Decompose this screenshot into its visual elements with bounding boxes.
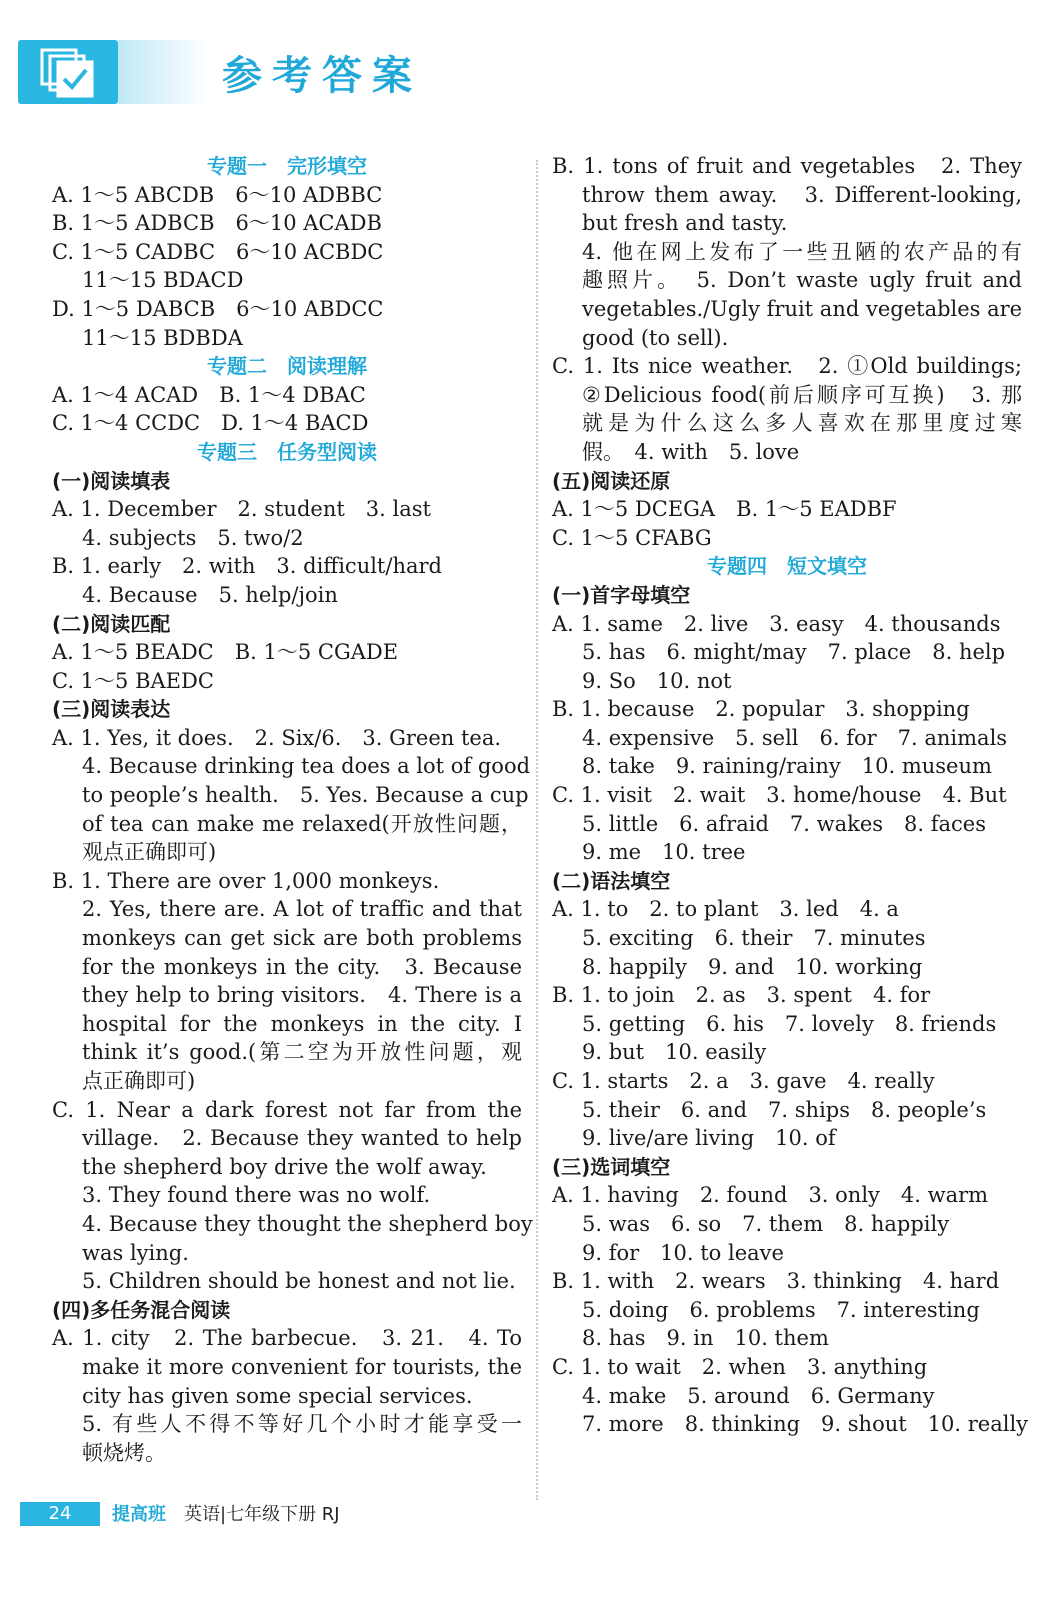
answer-line: 9. me 10. tree [582,840,746,865]
answer-line: C. 1. to wait 2. when 3. anything [552,1354,928,1379]
answer-line: A. 1. city 2. The barbecue. 3. 21. 4. To [52,1326,522,1351]
answer-line: 点正确即可) [82,1069,196,1093]
answer-line: village. 2. Because they wanted to help [82,1126,522,1151]
page-title: 参考答案 [222,53,422,99]
answer-line: C. 1～5 CADBC 6～10 ACBDC [52,239,384,264]
section-heading: (三)选词填空 [552,1154,671,1179]
section-heading: (二)语法填空 [552,868,671,893]
answer-line: C. 1. Its nice weather. 2. ①Old buildings; [552,354,1022,379]
logo-fade [118,40,208,104]
answer-line: 11～15 BDBDA [82,325,243,350]
section-heading: (二)阅读匹配 [52,611,171,636]
answer-line: 5. getting 6. his 7. lovely 8. friends [582,1011,997,1036]
answer-line: 4. Because drinking tea does a lot of good [82,754,531,779]
answer-line: 5. was 6. so 7. them 8. happily [582,1211,950,1236]
header [0,0,1051,120]
answer-line: B. 1. to join 2. as 3. spent 4. for [552,983,931,1008]
answer-line: think it’s good.(第二空为开放性问题，观 [82,1040,522,1065]
answer-line: 4. make 5. around 6. Germany [582,1383,935,1408]
answer-line: 9. live/are living 10. of [582,1126,836,1151]
answer-line: B. 1. with 2. wears 3. thinking 4. hard [552,1269,1000,1294]
answer-line: A. 1～4 ACAD B. 1～4 DBAC [52,382,366,407]
answer-line: vegetables./Ugly fruit and vegetables are [582,296,1023,321]
answer-line: B. 1～5 ADBCB 6～10 ACADB [52,211,382,236]
answer-line: B. 1. There are over 1,000 monkeys. [52,868,440,893]
topic-heading: 专题四 短文填空 [707,554,867,579]
answer-line: the shepherd boy drive the wolf away. [82,1154,487,1179]
checklist-icon [40,48,100,98]
answer-line: ②Delicious food(前后顺序可互换) 3. 那 [582,382,1022,407]
answer-line: 4. Because they thought the shepherd boy [82,1211,533,1236]
answer-line: 7. more 8. thinking 9. shout 10. really [582,1412,1029,1437]
section-heading: (四)多任务混合阅读 [52,1297,231,1322]
answer-line: C. 1. starts 2. a 3. gave 4. really [552,1069,935,1093]
answer-line: 2. Yes, there are. A lot of traffic and that [82,897,522,922]
answer-line: 9. for 10. to leave [582,1240,784,1265]
footer [0,1498,1051,1538]
section-heading: (一)首字母填空 [552,582,691,607]
topic-heading: 专题三 任务型阅读 [197,439,377,464]
answer-line: 8. happily 9. and 10. working [582,954,923,979]
section-heading: (五)阅读还原 [552,468,671,493]
answer-line: 4. Because 5. help/join [82,582,338,607]
answer-line: city has given some special services. [82,1383,473,1408]
answer-line: 9. So 10. not [582,668,732,693]
answer-line: make it more convenient for tourists, the [82,1354,522,1379]
answer-line: 趣照片。 5. Don’t waste ugly fruit and [582,268,1022,293]
page-number: 24 [20,1502,100,1526]
answer-line: C. 1～4 CCDC D. 1～4 BACD [52,411,369,436]
answer-line: throw them away. 3. Different-looking, [582,182,1022,207]
right-column [552,152,1029,1439]
answer-line: hospital for the monkeys in the city. I [82,1011,522,1036]
answer-line: 8. has 9. in 10. them [582,1326,829,1351]
answer-line: 5. exciting 6. their 7. minutes [582,926,926,951]
answer-line: A. 1. to 2. to plant 3. led 4. a [552,897,899,922]
answer-line: of tea can make me relaxed(开放性问题， [82,811,522,836]
answer-line: 5. Children should be honest and not lie. [82,1269,516,1294]
answer-line: A. 1～5 BEADC B. 1～5 CGADE [52,640,399,665]
answer-line: 假。 4. with 5. love [582,439,800,464]
topic-heading: 专题一 完形填空 [207,154,367,178]
answer-line: D. 1～5 DABCB 6～10 ABDCC [52,296,384,321]
answer-line: 11～15 BDACD [82,268,244,293]
answer-line: 5. little 6. afraid 7. wakes 8. faces [582,811,986,836]
section-heading: (一)阅读填表 [52,468,171,493]
answer-line: C. 1～5 BAEDC [52,668,214,693]
answer-line: to people’s health. 5. Yes. Because a cup [82,783,529,808]
footer-brand: 提高班 [112,1504,166,1525]
answer-line: A. 1. having 2. found 3. only 4. warm [552,1183,989,1208]
answer-line: 3. They found there was no wolf. [82,1183,431,1208]
answer-line: 4. subjects 5. two/2 [82,525,304,550]
left-column [52,152,533,1467]
answer-line: C. 1～5 CFABG [552,525,712,550]
answer-line: monkeys can get sick are both problems [82,926,522,951]
answer-line: 9. but 10. easily [582,1040,767,1065]
answer-line: A. 1. December 2. student 3. last [52,497,431,522]
answer-line: 4. expensive 5. sell 6. for 7. animals [582,725,1008,750]
answer-line: was lying. [82,1240,189,1265]
column-divider [536,160,538,1500]
answer-line: A. 1～5 ABCDB 6～10 ADBBC [52,182,383,207]
footer-book-info: 英语|七年级下册 RJ [184,1504,340,1525]
answer-line: 5. has 6. might/may 7. place 8. help [582,640,1006,665]
answer-line: 观点正确即可) [82,840,217,865]
answer-line: B. 1. because 2. popular 3. shopping [552,697,970,722]
answer-line: 5. doing 6. problems 7. interesting [582,1297,980,1322]
answer-line: good (to sell). [582,325,729,350]
answer-line: 4. 他在网上发布了一些丑陋的农产品的有 [582,239,1022,264]
topic-heading: 专题二 阅读理解 [207,354,367,379]
answer-line: 顿烧烤。 [82,1440,166,1465]
answer-line: B. 1. tons of fruit and vegetables 2. They [552,154,1022,178]
answer-line: they help to bring visitors. 4. There is a [82,983,522,1008]
answer-line: 就是为什么这么多人喜欢在那里度过寒 [582,411,1022,436]
answer-line: for the monkeys in the city. 3. Because [82,954,522,979]
answer-line: A. 1～5 DCEGA B. 1～5 EADBF [552,497,897,522]
section-heading: (三)阅读表达 [52,697,171,722]
answer-line: 5. their 6. and 7. ships 8. people’s [582,1097,987,1122]
answer-line: B. 1. early 2. with 3. difficult/hard [52,554,442,579]
answer-line: 8. take 9. raining/rainy 10. museum [582,754,992,779]
answer-line: A. 1. same 2. live 3. easy 4. thousands [552,611,1001,636]
answer-line: A. 1. Yes, it does. 2. Six/6. 3. Green tea. [52,725,502,750]
answer-line: but fresh and tasty. [582,211,788,236]
answer-line: 5. 有些人不得不等好几个小时才能享受一 [82,1412,522,1437]
answer-line: C. 1. Near a dark forest not far from the [52,1097,522,1122]
answer-line: C. 1. visit 2. wait 3. home/house 4. But [552,783,1007,808]
